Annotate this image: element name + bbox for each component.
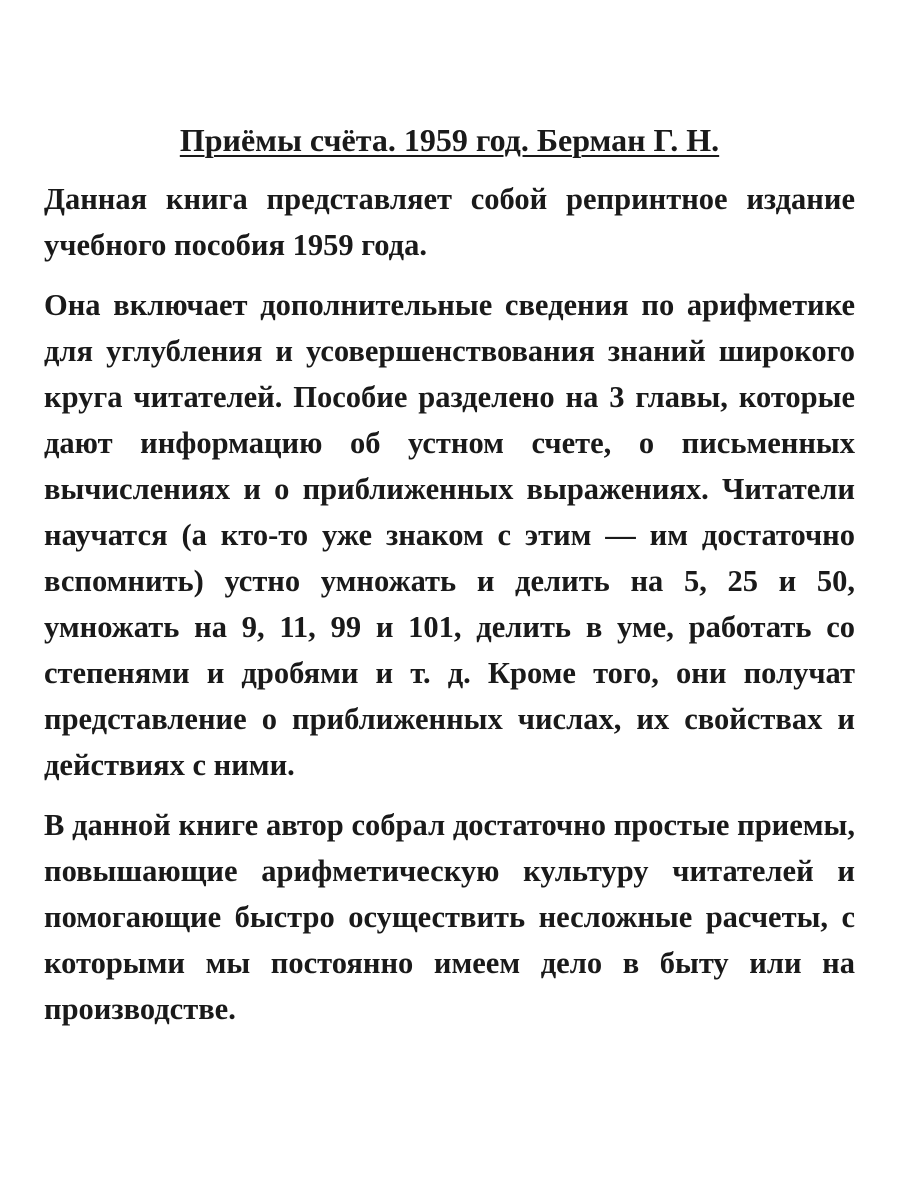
paragraph-contents: Она включает дополнительные сведения по арифметике для углубления и усовершенствования знаний широкого круга читателей. Пособие разделено на 3 главы, которые дают информацию об устном счете, о письменных вычислениях и о приближенных выражениях. Читатели научатся (а кто-то уже знаком с этим — им достаточно вспомнить) устно умножать и делить на 5, 25 и 50, умножать на 9, 11, 99 и 101, делить в уме, работать со степенями и дробями и т. д. Кроме того, они получат представление о приближенных числах, их свойствах и действиях с ними. [44,288,855,782]
page-title: Приёмы счёта. 1959 год. Берман Г. Н. [179,122,720,158]
paragraph-intro: Данная книга представляет собой репринтное издание учебного пособия 1959 года. [44,182,855,262]
document-page [44,118,855,1046]
paragraph-purpose: В данной книге автор собрал достаточно простые приемы, повышающие арифметическую культуру читателей и помогающие быстро осуществить несложные расчеты, с которыми мы постоянно имеем дело в быту или на производстве. [44,808,855,1026]
